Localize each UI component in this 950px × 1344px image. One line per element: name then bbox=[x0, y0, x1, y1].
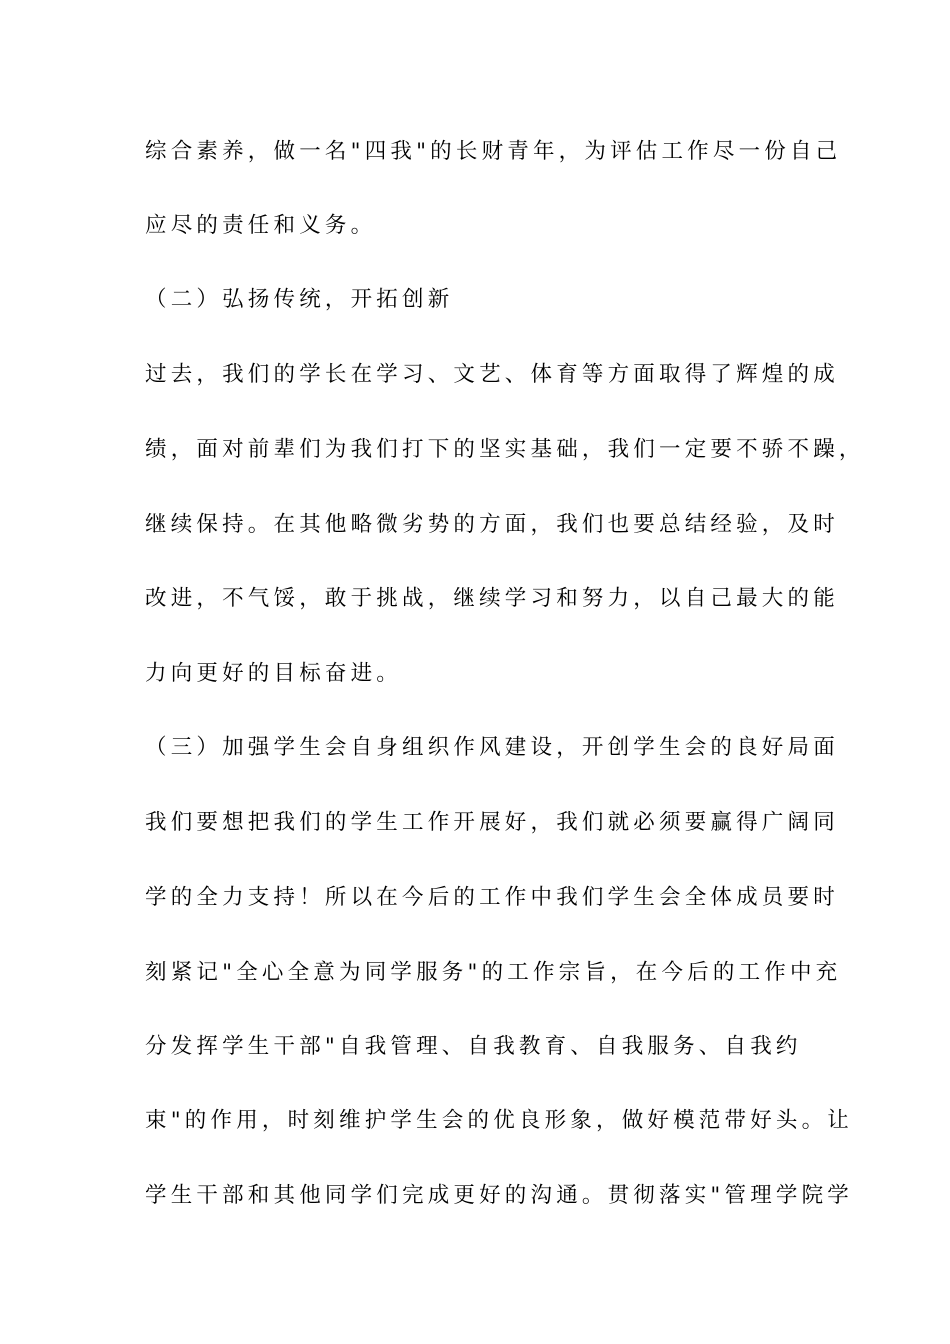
body-text-line: 绩，面对前辈们为我们打下的坚实基础，我们一定要不骄不躁， bbox=[145, 437, 865, 462]
body-text-line: 学的全力支持！所以在今后的工作中我们学生会全体成员要时 bbox=[145, 885, 839, 910]
body-text-line: 分发挥学生干部"自我管理、自我教育、自我服务、自我约 bbox=[145, 1034, 802, 1059]
section-heading: （二）弘扬传统，开拓创新 bbox=[145, 287, 454, 312]
body-text-line: 综合素养，做一名"四我"的长财青年，为评估工作尽一份自己 bbox=[145, 139, 842, 164]
body-text-line: 我们要想把我们的学生工作开展好，我们就必须要赢得广阔同 bbox=[145, 810, 839, 835]
body-text-line: 力向更好的目标奋进。 bbox=[145, 661, 403, 686]
body-text-line: 束"的作用，时刻维护学生会的优良形象，做好模范带好头。让 bbox=[145, 1108, 853, 1133]
section-heading: （三）加强学生会自身组织作风建设，开创学生会的良好局面 bbox=[145, 735, 839, 760]
body-text-line: 改进，不气馁，敢于挑战，继续学习和努力，以自己最大的能 bbox=[145, 586, 839, 611]
body-text-line: 继续保持。在其他略微劣势的方面，我们也要总结经验，及时 bbox=[145, 512, 839, 537]
body-text-line: 学生干部和其他同学们完成更好的沟通。贯彻落实"管理学院学 bbox=[145, 1183, 853, 1208]
body-text-line: 刻紧记"全心全意为同学服务"的工作宗旨，在今后的工作中充 bbox=[145, 960, 842, 985]
body-text-line: 过去，我们的学长在学习、文艺、体育等方面取得了辉煌的成 bbox=[145, 362, 839, 387]
body-text-line: 应尽的责任和义务。 bbox=[145, 213, 377, 238]
